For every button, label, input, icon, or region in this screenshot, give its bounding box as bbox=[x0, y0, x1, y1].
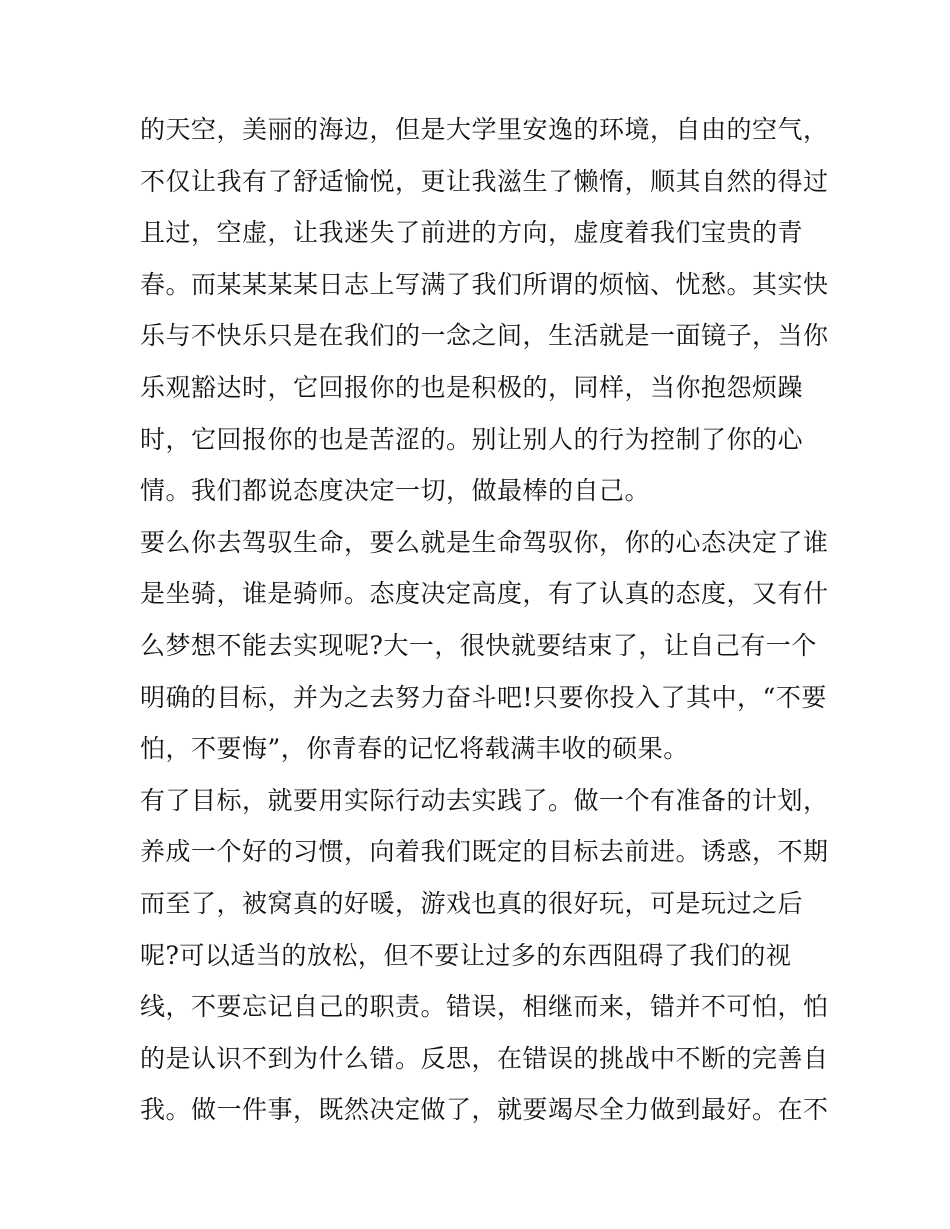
text-line: 时，它回报你的也是苦涩的。别让别人的行为控制了你的心 bbox=[140, 424, 804, 454]
text-line: 的是认识不到为什么错。反思，在错误的挑战中不断的完善自 bbox=[140, 1043, 829, 1073]
text-line: 乐与不快乐只是在我们的一念之间，生活就是一面镜子，当你 bbox=[140, 321, 829, 351]
text-line: 养成一个好的习惯，向着我们既定的目标去前进。诱惑，不期 bbox=[140, 837, 829, 867]
text-line: 是坐骑，谁是骑师。态度决定高度，有了认真的态度，又有什 bbox=[140, 579, 829, 609]
text-line: 有了目标，就要用实际行动去实践了。做一个有准备的计划， bbox=[140, 785, 829, 815]
text-line: 我。做一件事，既然决定做了，就要竭尽全力做到最好。在不 bbox=[140, 1095, 829, 1125]
text-line: 明确的目标，并为之去努力奋斗吧!只要你投入了其中，“不要 bbox=[140, 682, 827, 712]
text-line: 要么你去驾驭生命，要么就是生命驾驭你，你的心态决定了谁 bbox=[140, 527, 829, 557]
text-line: 么梦想不能去实现呢?大一，很快就要结束了，让自己有一个 bbox=[140, 630, 817, 660]
text-line: 呢?可以适当的放松，但不要让过多的东西阻碍了我们的视 bbox=[140, 940, 792, 970]
text-line: 乐观豁达时，它回报你的也是积极的，同样，当你抱怨烦躁 bbox=[140, 372, 804, 402]
body-text bbox=[140, 104, 840, 1136]
text-line: 不仅让我有了舒适愉悦，更让我滋生了懒惰，顺其自然的得过 bbox=[140, 166, 829, 196]
text-line: 怕，不要悔”，你青春的记忆将载满丰收的硕果。 bbox=[140, 734, 689, 764]
text-line: 而至了，被窝真的好暖，游戏也真的很好玩，可是玩过之后 bbox=[140, 888, 804, 918]
text-line: 情。我们都说态度决定一切，做最棒的自己。 bbox=[140, 476, 651, 506]
text-line: 线，不要忘记自己的职责。错误，相继而来，错并不可怕，怕 bbox=[140, 992, 829, 1022]
text-line: 的天空，美丽的海边，但是大学里安逸的环境，自由的空气， bbox=[140, 115, 829, 144]
text-line: 且过，空虚，让我迷失了前进的方向，虚度着我们宝贵的青 bbox=[140, 218, 804, 248]
text-line: 春。而某某某某日志上写满了我们所谓的烦恼、忧愁。其实快 bbox=[140, 269, 829, 299]
